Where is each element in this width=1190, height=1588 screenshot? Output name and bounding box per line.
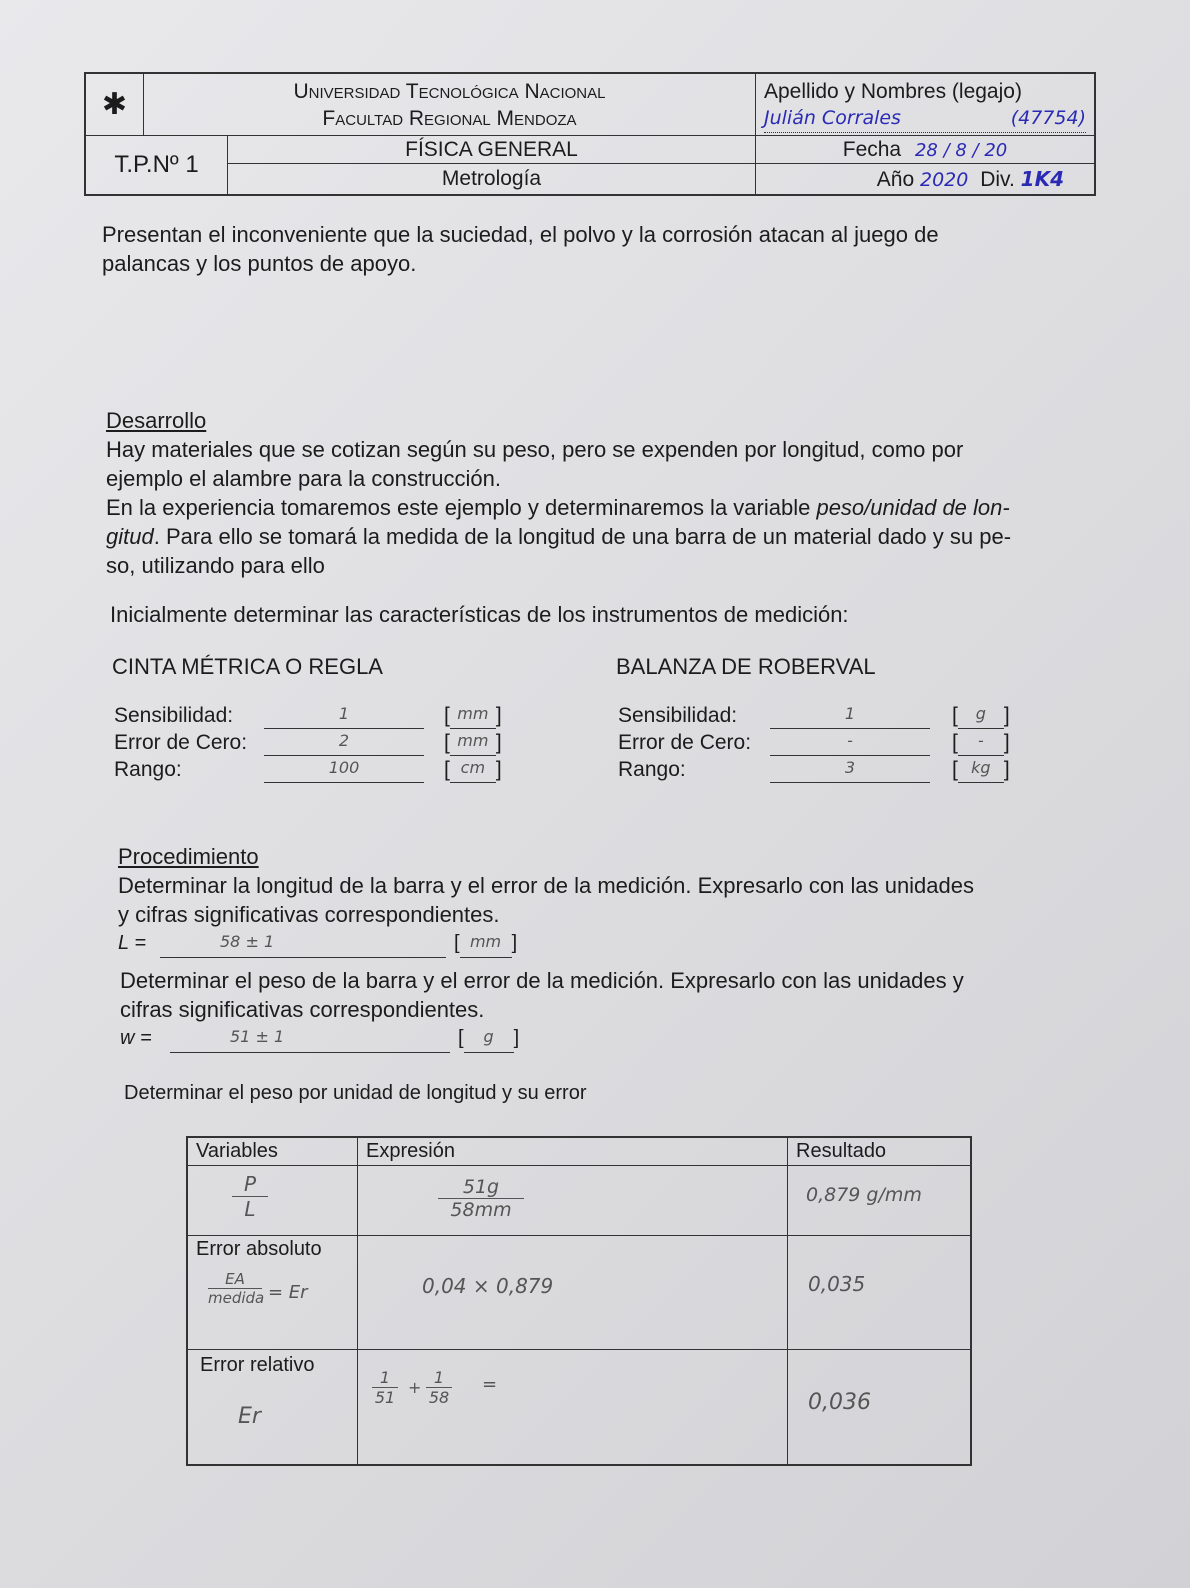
length-value-field	[160, 932, 446, 958]
text-span: En la experiencia tomaremos este ejemplo y determinaremos la variable	[106, 495, 817, 520]
spec-value-field	[264, 758, 424, 783]
spec-label: Sensibilidad:	[618, 704, 738, 727]
ruler-title: CINTA MÉTRICA O REGLA	[112, 654, 383, 679]
spec-label: Rango:	[114, 758, 182, 781]
text-span: . Para ello se tomará la medida de la longitud de una barra de un material dado y su pe-	[153, 524, 1012, 549]
fraction-numerator: EA	[208, 1270, 262, 1289]
table-cell	[358, 1236, 788, 1350]
unit-close-bracket: ]	[495, 758, 502, 781]
fraction-numerator: 51g	[438, 1176, 524, 1199]
instruments-intro: Inicialmente determinar las características de los instrumentos de medición:	[110, 602, 849, 627]
spec-label: Error de Cero:	[114, 731, 248, 754]
unit-close-bracket: ]	[511, 932, 518, 954]
unit-close-bracket: ]	[495, 731, 502, 754]
balance-specs	[618, 702, 1038, 783]
weight-value: 51 ± 1	[230, 1027, 285, 1046]
spec-value: 3	[844, 758, 856, 777]
desarrollo-line	[106, 522, 1096, 551]
italic-term: peso/unidad de lon-	[816, 495, 1010, 520]
intro-line: Presentan el inconveniente que la suciedad, el polvo y la corrosión atacan al juego de	[102, 222, 939, 247]
spec-unit-field	[450, 704, 496, 729]
tp-number: T.P.Nº 1	[114, 151, 199, 178]
subject-cell	[228, 136, 756, 164]
unit-close-bracket: ]	[1003, 704, 1010, 727]
weight-unit-field	[464, 1027, 514, 1053]
year-label: Año	[876, 168, 915, 191]
spec-value: 2	[338, 731, 350, 750]
spec-row	[114, 702, 534, 729]
spec-unit-field	[958, 731, 1004, 756]
fraction-numerator: P	[232, 1172, 268, 1197]
result-value: 0,036	[808, 1390, 871, 1415]
weight-value-field	[170, 1027, 450, 1053]
spec-label: Rango:	[618, 758, 686, 781]
spec-unit: cm	[460, 758, 486, 777]
div-label: Div.	[980, 168, 1015, 191]
spec-unit-field	[450, 758, 496, 783]
row-label: Error absoluto	[196, 1238, 322, 1260]
length-value: 58 ± 1	[220, 932, 275, 951]
desarrollo-section	[106, 406, 1096, 580]
fraction-denominator: 51	[374, 1388, 396, 1407]
spec-value: 1	[338, 704, 350, 723]
unit-open-bracket: [	[454, 932, 460, 954]
spec-row	[114, 729, 534, 756]
div-value: 1K4	[1020, 167, 1064, 191]
formula-tail: = Er	[268, 1282, 308, 1303]
equals-sign: =	[482, 1374, 498, 1395]
spec-unit: mm	[457, 704, 489, 723]
unit-close-bracket: ]	[513, 1027, 520, 1049]
ruler-specs	[114, 702, 534, 783]
table-cell	[358, 1166, 788, 1236]
header-label: Variables	[196, 1140, 278, 1162]
row-label: Error relativo	[200, 1354, 315, 1376]
weight-unit: g	[483, 1027, 494, 1046]
weight-answer-row	[120, 1024, 1080, 1053]
spec-unit: mm	[457, 731, 489, 750]
subject-title: FÍSICA GENERAL	[405, 138, 578, 161]
ratio-instruction: Determinar el peso por unidad de longitud y su error	[124, 1082, 587, 1104]
fraction-denominator: 58	[428, 1388, 450, 1407]
unit-open-bracket: [	[952, 758, 958, 781]
spec-row	[114, 756, 534, 783]
faculty-name: Facultad Regional Mendoza	[322, 107, 577, 130]
balance-title: BALANZA DE ROBERVAL	[616, 654, 876, 679]
fraction-denominator: medida	[208, 1289, 265, 1307]
result-value: 0,035	[808, 1272, 866, 1296]
spec-value-field	[770, 758, 930, 783]
desarrollo-line	[106, 493, 1096, 522]
header-label: Resultado	[796, 1140, 887, 1162]
relative-error-symbol: Er	[238, 1404, 261, 1429]
procedimiento-title: Procedimiento	[118, 844, 259, 869]
unit-open-bracket: [	[444, 758, 450, 781]
table-cell	[188, 1166, 358, 1236]
fraction-denominator: 58mm	[450, 1199, 512, 1221]
header-label: Expresión	[366, 1140, 455, 1162]
student-name: Julián Corrales	[764, 107, 901, 129]
name-label: Apellido y Nombres (legajo)	[764, 80, 1022, 103]
institution-cell	[144, 74, 756, 136]
expression-value: 0,04 × 0,879	[422, 1274, 554, 1298]
table-header-resultado	[788, 1138, 970, 1166]
length-unit-field	[460, 932, 512, 958]
table-cell	[358, 1350, 788, 1464]
unit-open-bracket: [	[458, 1027, 464, 1049]
spec-value-field	[770, 704, 930, 729]
date-cell	[756, 136, 1094, 164]
header-table	[84, 72, 1096, 196]
spec-value: 1	[844, 704, 856, 723]
unit-open-bracket: [	[444, 731, 450, 754]
table-header-expresion	[358, 1138, 788, 1166]
table-cell	[188, 1350, 358, 1464]
table-cell	[788, 1350, 970, 1464]
date-label: Fecha	[842, 138, 902, 161]
utn-logo-icon: ✱	[101, 88, 128, 121]
spec-value-field	[770, 731, 930, 756]
italic-term: gitud	[106, 524, 154, 549]
spec-row	[618, 702, 1038, 729]
table-header-variables	[188, 1138, 358, 1166]
desarrollo-line: Hay materiales que se cotizan según su peso, pero se expenden por longitud, como por	[106, 437, 964, 462]
spec-unit-field	[958, 704, 1004, 729]
tp-number-cell	[86, 136, 228, 194]
procedimiento-section	[118, 842, 1078, 958]
unit-open-bracket: [	[444, 704, 450, 727]
spec-unit: kg	[971, 758, 991, 777]
desarrollo-line: so, utilizando para ello	[106, 553, 325, 578]
unit-open-bracket: [	[952, 704, 958, 727]
desarrollo-title: Desarrollo	[106, 408, 207, 433]
unit-close-bracket: ]	[1003, 758, 1010, 781]
spec-label: Error de Cero:	[618, 731, 752, 754]
spec-row	[618, 729, 1038, 756]
procedimiento-line: Determinar la longitud de la barra y el error de la medición. Expresarlo con las unidades	[118, 873, 975, 898]
results-table	[186, 1136, 972, 1466]
topic-cell	[228, 164, 756, 194]
legajo-value: (47754)	[1010, 107, 1086, 129]
table-cell	[788, 1166, 970, 1236]
logo-cell	[86, 74, 144, 136]
length-label: L =	[118, 932, 146, 954]
unit-open-bracket: [	[952, 731, 958, 754]
spec-unit-field	[450, 731, 496, 756]
university-name: Universidad Tecnológica Nacional	[293, 80, 606, 103]
desarrollo-line: ejemplo el alambre para la construcción.	[106, 466, 501, 491]
weight-label: w =	[120, 1027, 152, 1049]
procedimiento-line: Determinar el peso de la barra y el error de la medición. Expresarlo con las unidades y	[120, 968, 964, 993]
spec-label: Sensibilidad:	[114, 704, 234, 727]
fraction-numerator: 1	[372, 1368, 398, 1388]
intro-line: palancas y los puntos de apoyo.	[102, 251, 417, 276]
length-unit: mm	[469, 932, 502, 951]
intro-paragraph	[102, 220, 1062, 278]
table-cell	[788, 1236, 970, 1350]
spec-value: 100	[328, 758, 360, 777]
spec-row	[618, 756, 1038, 783]
name-cell	[756, 74, 1094, 136]
spec-value-field	[264, 731, 424, 756]
year-cell	[756, 164, 1094, 194]
spec-value-field	[264, 704, 424, 729]
spec-value: -	[847, 731, 853, 750]
fraction-numerator: 1	[426, 1368, 452, 1388]
procedimiento-line: y cifras significativas correspondientes.	[118, 902, 500, 927]
year-value: 2020	[920, 169, 969, 191]
plus-sign: +	[408, 1378, 422, 1397]
procedimiento-line: cifras significativas correspondientes.	[120, 997, 485, 1022]
result-value: 0,879 g/mm	[806, 1184, 922, 1206]
table-cell	[188, 1236, 358, 1350]
topic-title: Metrología	[441, 167, 542, 190]
unit-close-bracket: ]	[1003, 731, 1010, 754]
fraction-denominator: L	[244, 1197, 256, 1221]
spec-unit-field	[958, 758, 1004, 783]
date-value: 28 / 8 / 20	[914, 140, 1008, 161]
length-answer-row	[118, 929, 1078, 958]
unit-close-bracket: ]	[495, 704, 502, 727]
weight-section	[120, 966, 1080, 1053]
spec-unit: -	[977, 731, 984, 750]
spec-unit: g	[975, 704, 986, 723]
